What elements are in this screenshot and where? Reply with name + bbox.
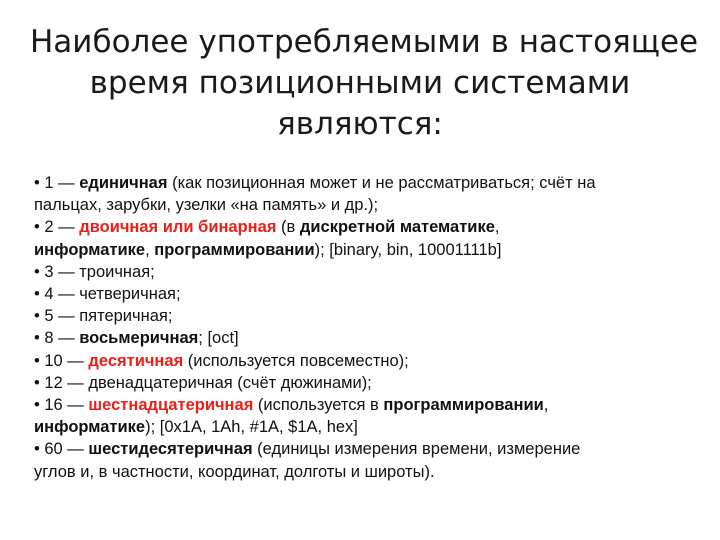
term-octal: восьмеричная	[79, 329, 199, 348]
list-item-base-60: • 60 — шестидесятеричная (единицы измерения времени, измерение	[34, 440, 581, 459]
list-item-base-5: • 5 — пятеричная;	[34, 307, 173, 326]
list-item-base-16-cont: информатике); [0x1A, 1Ah, #1A, $1A, hex]	[34, 418, 358, 437]
list-item-base-12: • 12 — двенадцатеричная (счёт дюжинами);	[34, 373, 372, 392]
slide-title	[30, 22, 699, 145]
list-item-base-1: • 1 — единичная (как позиционная может и не рассматриваться; счёт на	[34, 174, 596, 192]
term-binary: двоичная или бинарная	[79, 218, 277, 237]
term-unary: единичная	[79, 174, 168, 192]
term-discrete-math: дискретной математике	[299, 218, 495, 237]
term-hexadecimal: шестнадцатеричная	[88, 396, 254, 415]
term-informatics-2: информатике	[34, 418, 146, 437]
list-item-base-60-cont: углов и, в частности, координат, долготы и широты).	[34, 462, 435, 481]
list-item-base-2-cont: информатике, программировании); [binary, bin, 10001111b]	[34, 240, 502, 259]
list-item-base-4: • 4 — четверичная;	[34, 285, 181, 304]
term-informatics: информатике	[34, 240, 146, 259]
title-line-1: Наиболее употребляемыми в настоящее	[30, 24, 699, 60]
bullet-list	[34, 172, 694, 483]
list-item-base-8: • 8 — восьмеричная; [oct]	[34, 329, 239, 348]
title-line-3: являются:	[277, 106, 443, 142]
term-programming: программировании	[154, 240, 315, 259]
term-sexagesimal: шестидесятеричная	[88, 440, 253, 459]
list-item-base-3: • 3 — троичная;	[34, 262, 155, 281]
list-item-base-16: • 16 — шестнадцатеричная (используется в программировании,	[34, 396, 549, 415]
term-decimal: десятичная	[88, 351, 184, 370]
list-item-base-1-cont: пальцах, зарубки, узелки «на память» и др.);	[34, 196, 379, 215]
list-item-base-2: • 2 — двоичная или бинарная (в дискретной математике,	[34, 218, 500, 237]
term-programming-2: программировании	[383, 396, 544, 415]
list-item-base-10: • 10 — десятичная (используется повсеместно);	[34, 351, 409, 370]
title-line-2: время позиционными системами	[89, 65, 631, 101]
